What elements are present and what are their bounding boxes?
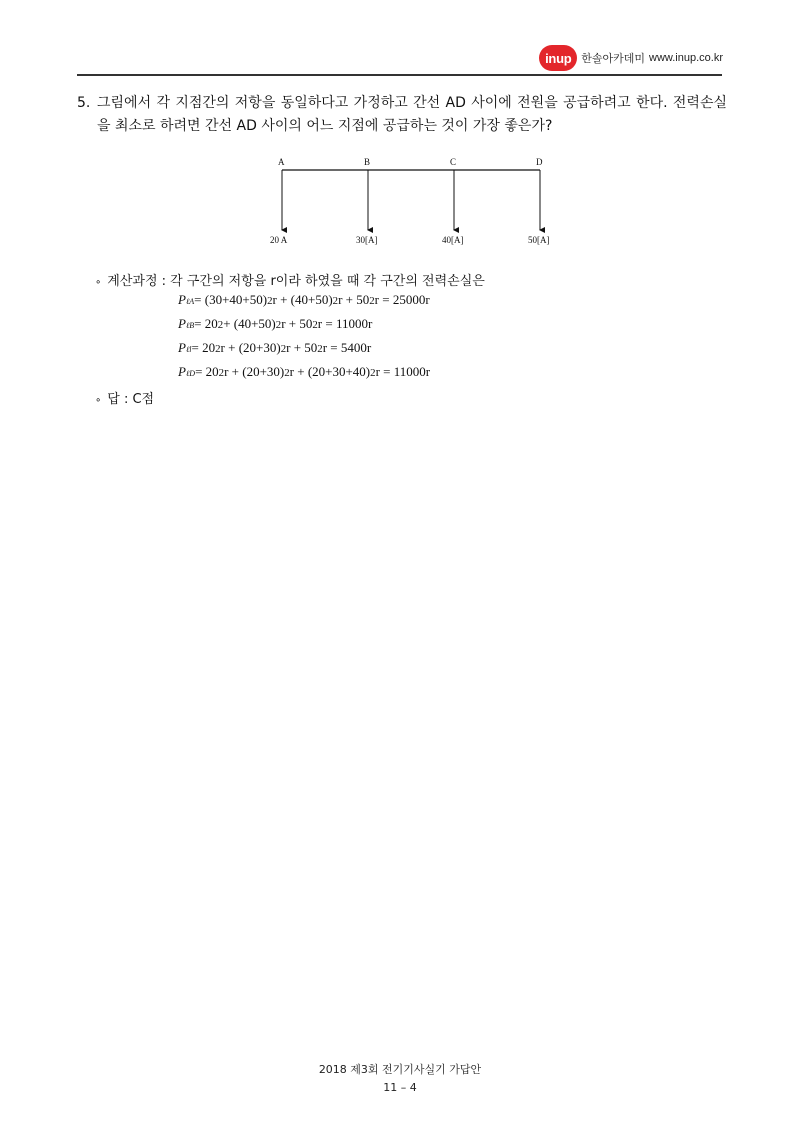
node-b: B (364, 157, 371, 167)
feeder-diagram (262, 154, 562, 250)
header-rule (77, 74, 722, 76)
formula-pld: P ℓD = 20 2 r + (20+30) 2 r + (20+30+40) 2 r = 11000r (178, 364, 431, 379)
question-text: 그림에서 각 지점간의 저항을 동일하다고 가정하고 간선 AD 사이에 전원을 공급하려고 한다. 전력손실을 최소로 하려면 간선 AD 사이의 어느 지점에 공급하는 것이 가장 좋은가? (97, 95, 727, 134)
circuit-diagram (262, 154, 562, 250)
load-d: 50[A] (528, 235, 550, 245)
answer-bullet: ∘ (95, 395, 102, 406)
load-a: 20 A (270, 235, 288, 245)
calculation (95, 270, 485, 290)
inup-logo: inup (539, 45, 577, 71)
footer-title: 2018 제3회 전기기사실기 가답안 (318, 1063, 482, 1076)
formula-plc: P ℓl = 20 2 r + (20+30) 2 r + 50 2 r = 5400r (178, 340, 372, 355)
answer (95, 388, 154, 407)
question (77, 92, 727, 138)
question-number: 5. (77, 95, 91, 111)
load-c: 40[A] (442, 235, 464, 245)
calc-label: 계산과정 : 각 구간의 저항을 r이라 하였을 때 각 구간의 전력손실은 (107, 274, 485, 289)
node-a: A (278, 157, 285, 167)
node-d: D (536, 157, 543, 167)
formula-list (178, 292, 430, 388)
formula-plb: P ℓB = 20 2 + (40+50) 2 r + 50 2 r = 11000r (178, 316, 373, 331)
node-c: C (450, 157, 457, 167)
formula-pla: P ℓA = (30+40+50) 2 r + (40+50) 2 r + 50 2 r = 25000r (178, 292, 430, 307)
page-number: 11 – 4 (383, 1081, 417, 1094)
calc-bullet: ∘ (95, 277, 102, 288)
site-url: www.inup.co.kr (649, 52, 723, 64)
page-header (539, 44, 723, 72)
brand-name: 한솔아카데미 (581, 52, 646, 65)
page-footer (0, 1061, 800, 1097)
load-b: 30[A] (356, 235, 378, 245)
answer-text: 답 : C점 (107, 392, 155, 407)
